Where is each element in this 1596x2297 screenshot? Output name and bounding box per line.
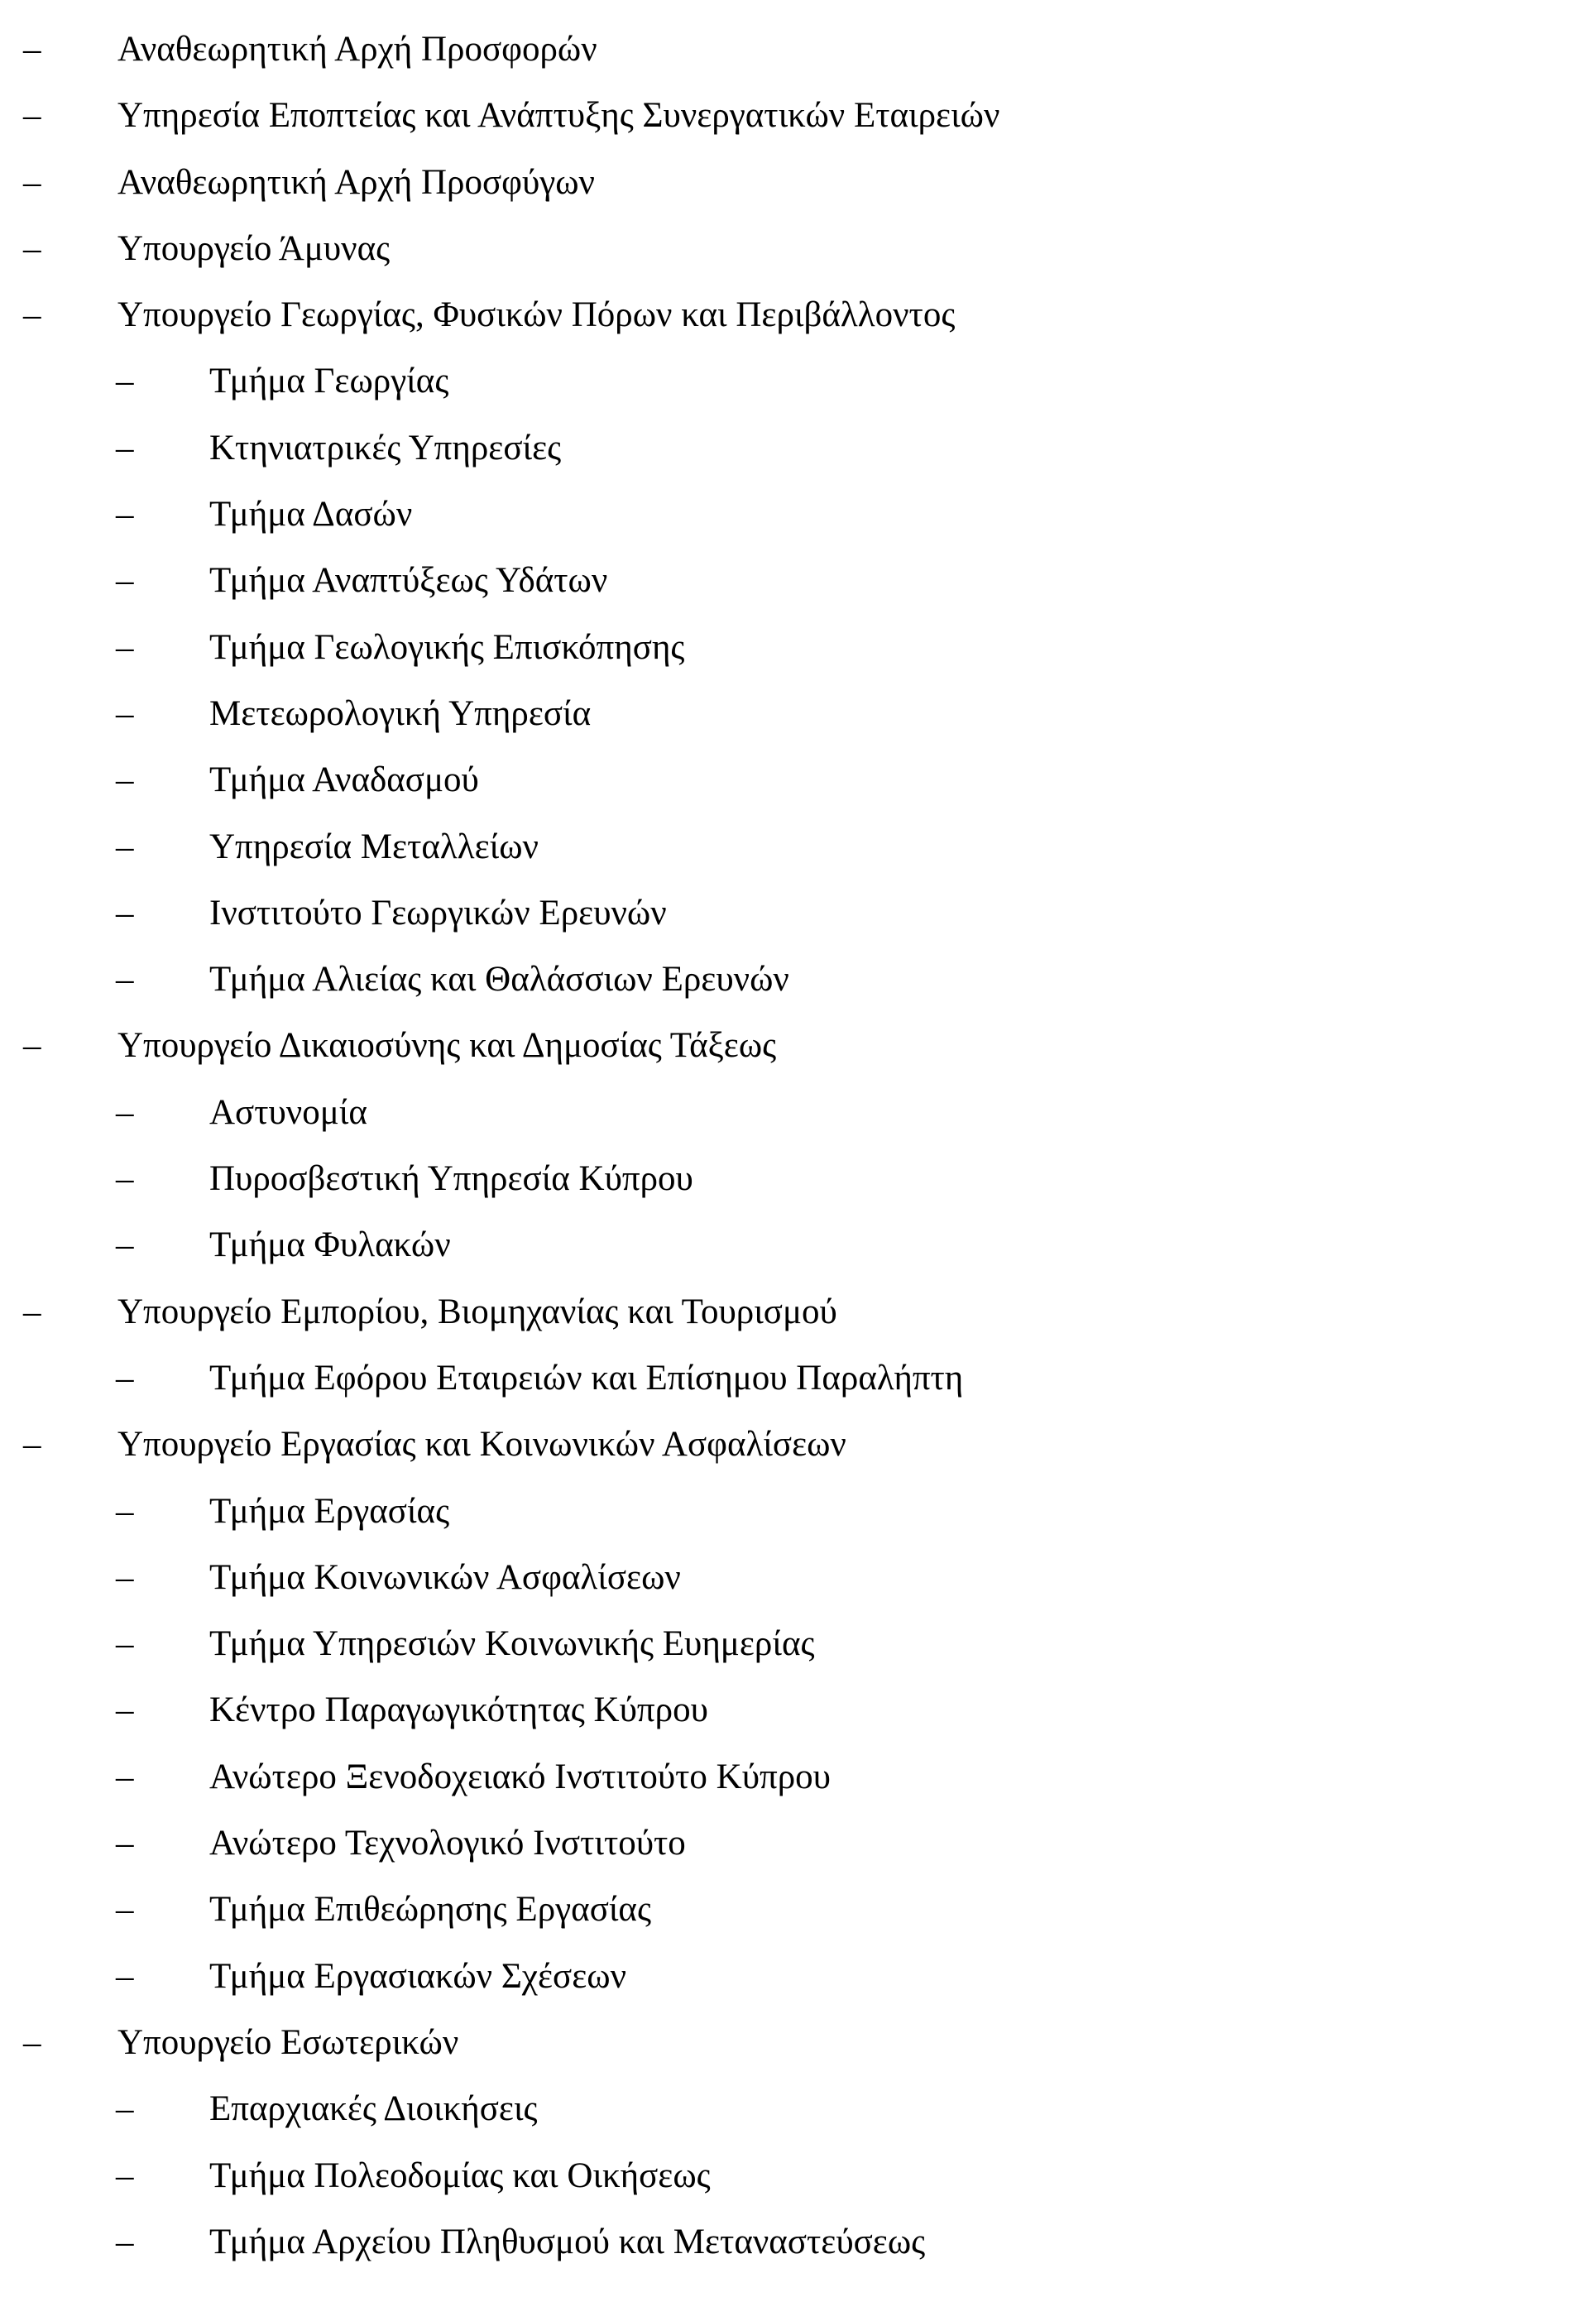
- dash-bullet: –: [116, 561, 134, 601]
- dash-bullet: –: [116, 1624, 134, 1664]
- list-item-text: Αναθεωρητική Αρχή Προσφορών: [117, 30, 597, 69]
- sub-list-item: [0, 548, 1596, 614]
- list-item-text: Υπηρεσία Μεταλλείων: [209, 827, 539, 866]
- sub-list-item: [0, 814, 1596, 880]
- sub-list-item: [0, 2143, 1596, 2209]
- dash-bullet: –: [116, 627, 134, 667]
- list-item-text: Ανώτερο Τεχνολογικό Ινστιτούτο: [209, 1824, 686, 1863]
- dash-bullet: –: [23, 1026, 41, 1066]
- list-item-text: Επαρχιακές Διοικήσεις: [209, 2089, 538, 2129]
- sub-list-item: [0, 1212, 1596, 1278]
- list-item-text: Ινστιτούτο Γεωργικών Ερευνών: [209, 893, 667, 933]
- dash-bullet: –: [116, 1824, 134, 1863]
- list-item: [0, 17, 1596, 83]
- list-item-text: Τμήμα Δασών: [209, 495, 413, 535]
- sub-list-item: [0, 348, 1596, 415]
- dash-bullet: –: [116, 893, 134, 933]
- list-item-text: Τμήμα Εφόρου Εταιρειών και Επίσημου Παραλήπτη: [209, 1358, 964, 1398]
- list-item-text: Τμήμα Αρχείου Πληθυσμού και Μεταναστεύσεως: [209, 2222, 926, 2261]
- list-item-text: Τμήμα Υπηρεσιών Κοινωνικής Ευημερίας: [209, 1624, 815, 1664]
- dash-bullet: –: [116, 1159, 134, 1199]
- sub-list-item: [0, 880, 1596, 947]
- list-item-text: Τμήμα Αλιείας και Θαλάσσιων Ερευνών: [209, 960, 789, 1000]
- sub-list-item: [0, 615, 1596, 681]
- list-item-text: Ανώτερο Ξενοδοχειακό Ινστιτούτο Κύπρου: [209, 1757, 831, 1796]
- dash-bullet: –: [23, 2022, 41, 2062]
- sub-list-item: [0, 747, 1596, 813]
- dash-bullet: –: [116, 1358, 134, 1398]
- sub-list-item: [0, 1345, 1596, 1412]
- sub-list-item: [0, 1677, 1596, 1743]
- dash-bullet: –: [116, 1557, 134, 1597]
- list-item-text: Αναθεωρητική Αρχή Προσφύγων: [117, 162, 595, 202]
- list-item-text: Τμήμα Γεωλογικής Επισκόπησης: [209, 627, 685, 667]
- dash-bullet: –: [116, 827, 134, 866]
- sub-list-item: [0, 482, 1596, 548]
- sub-list-item: [0, 1080, 1596, 1146]
- list-item-text: Υπηρεσία Εποπτείας και Ανάπτυξης Συνεργατικών Εταιρειών: [117, 96, 1000, 136]
- dash-bullet: –: [116, 693, 134, 733]
- sub-list-item: [0, 415, 1596, 482]
- list-item-text: Κτηνιατρικές Υπηρεσίες: [209, 428, 562, 468]
- dash-bullet: –: [23, 1292, 41, 1331]
- list-item: [0, 1412, 1596, 1478]
- list-item-text: Τμήμα Εργασίας: [209, 1491, 450, 1531]
- list-item-text: Μετεωρολογική Υπηρεσία: [209, 693, 592, 733]
- dash-bullet: –: [23, 162, 41, 202]
- dash-bullet: –: [116, 1890, 134, 1930]
- sub-list-item: [0, 947, 1596, 1013]
- dash-bullet: –: [23, 1425, 41, 1465]
- sub-list-item: [0, 1479, 1596, 1545]
- document-page: [0, 17, 1596, 2275]
- list-item-text: Τμήμα Πολεοδομίας και Οικήσεως: [209, 2156, 711, 2195]
- list-item-text: Υπουργείο Γεωργίας, Φυσικών Πόρων και Περιβάλλοντος: [117, 295, 956, 335]
- sub-list-item: [0, 2209, 1596, 2275]
- dash-bullet: –: [23, 30, 41, 69]
- list-item: [0, 150, 1596, 216]
- dash-bullet: –: [116, 1225, 134, 1265]
- dash-bullet: –: [116, 2089, 134, 2129]
- list-item-text: Τμήμα Γεωργίας: [209, 362, 449, 401]
- list-item: [0, 1013, 1596, 1079]
- list-item-text: Τμήμα Κοινωνικών Ασφαλίσεων: [209, 1557, 681, 1597]
- sub-list-item: [0, 1744, 1596, 1810]
- dash-bullet: –: [116, 2156, 134, 2195]
- dash-bullet: –: [116, 428, 134, 468]
- list-item-text: Τμήμα Αναδασμού: [209, 760, 479, 800]
- list-item: [0, 282, 1596, 348]
- dash-bullet: –: [116, 1092, 134, 1132]
- dash-bullet: –: [116, 760, 134, 800]
- dash-bullet: –: [116, 1690, 134, 1730]
- organization-list: [0, 17, 1596, 2275]
- sub-list-item: [0, 1146, 1596, 1212]
- dash-bullet: –: [23, 295, 41, 335]
- sub-list-item: [0, 1877, 1596, 1943]
- list-item-text: Υπουργείο Άμυνας: [117, 228, 391, 268]
- list-item-text: Υπουργείο Εργασίας και Κοινωνικών Ασφαλίσεων: [117, 1425, 846, 1465]
- list-item-text: Υπουργείο Εμπορίου, Βιομηχανίας και Τουρισμού: [117, 1292, 837, 1331]
- list-item: [0, 1279, 1596, 1345]
- list-item-text: Υπουργείο Δικαιοσύνης και Δημοσίας Τάξεως: [117, 1026, 777, 1066]
- list-item-text: Τμήμα Εργασιακών Σχέσεων: [209, 1956, 627, 1996]
- dash-bullet: –: [116, 1491, 134, 1531]
- list-item: [0, 2010, 1596, 2076]
- sub-list-item: [0, 1611, 1596, 1677]
- list-item-text: Πυροσβεστική Υπηρεσία Κύπρου: [209, 1159, 693, 1199]
- list-item-text: Υπουργείο Εσωτερικών: [117, 2022, 459, 2062]
- sub-list-item: [0, 2076, 1596, 2142]
- sub-list-item: [0, 681, 1596, 747]
- list-item-text: Τμήμα Φυλακών: [209, 1225, 451, 1265]
- sub-list-item: [0, 1810, 1596, 1877]
- dash-bullet: –: [116, 495, 134, 535]
- dash-bullet: –: [116, 1757, 134, 1796]
- list-item-text: Τμήμα Επιθεώρησης Εργασίας: [209, 1890, 651, 1930]
- dash-bullet: –: [23, 96, 41, 136]
- dash-bullet: –: [116, 1956, 134, 1996]
- sub-list-item: [0, 1944, 1596, 2010]
- dash-bullet: –: [23, 228, 41, 268]
- list-item-text: Κέντρο Παραγωγικότητας Κύπρου: [209, 1690, 708, 1730]
- dash-bullet: –: [116, 2222, 134, 2261]
- list-item-text: Τμήμα Αναπτύξεως Υδάτων: [209, 561, 608, 601]
- list-item: [0, 216, 1596, 282]
- dash-bullet: –: [116, 960, 134, 1000]
- sub-list-item: [0, 1545, 1596, 1611]
- list-item-text: Αστυνομία: [209, 1092, 367, 1132]
- list-item: [0, 83, 1596, 149]
- dash-bullet: –: [116, 362, 134, 401]
